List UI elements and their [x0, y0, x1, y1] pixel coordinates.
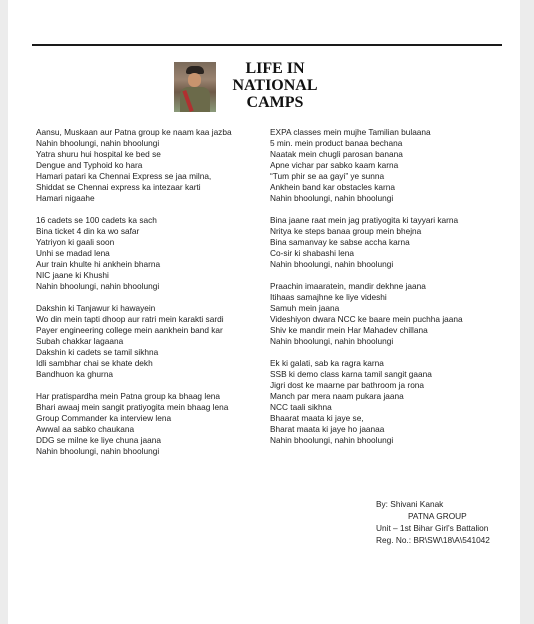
- document-page: [8, 0, 520, 624]
- poem-line: NIC jaane ki Khushi: [36, 270, 109, 280]
- poem-line: Bina jaane raat mein jag pratiyogita ki tayyari karna: [270, 215, 459, 225]
- poem-line: Shiddat se Chennai express ka intezaar karti: [36, 182, 201, 192]
- poem-line: Aur train khulte hi ankhein bharna: [36, 259, 161, 269]
- poem-line: 16 cadets se 100 cadets ka sach: [36, 215, 157, 225]
- poem-line: Nahin bhoolungi, nahin bhoolungi: [270, 435, 394, 445]
- poem-line: Naatak mein chugli parosan banana: [270, 149, 403, 159]
- poem-line: EXPA classes mein mujhe Tamilian bulaana: [270, 127, 431, 137]
- poem-line: Aansu, Muskaan aur Patna group ke naam kaa jazba: [36, 127, 232, 137]
- left-poem-column: [36, 127, 232, 468]
- poem-line: Nritya ke steps banaa group mein bhejna: [270, 226, 422, 236]
- signature-block: [376, 498, 490, 546]
- signature-author: By: Shivani Kanak: [376, 499, 444, 509]
- poem-line: Shiv ke mandir mein Har Mahadev chillana: [270, 325, 428, 335]
- poem-stanza: [36, 127, 232, 204]
- poem-line: Wo din mein tapti dhoop aur ratri mein karakti sardi: [36, 314, 224, 324]
- poem-line: Yatriyon ki gaali soon: [36, 237, 115, 247]
- poem-line: Manch par mera naam pukara jaana: [270, 391, 404, 401]
- poem-line: Praachin imaaratein, mandir dekhne jaana: [270, 281, 426, 291]
- poem-line: Nahin bhoolungi, nahin bhoolungi: [270, 259, 394, 269]
- poem-line: Unhi se madad lena: [36, 248, 110, 258]
- poem-line: Bina samanvay ke sabse accha karna: [270, 237, 410, 247]
- poem-line: Bandhuon ka ghurna: [36, 369, 114, 379]
- poem-line: Bhari awaaj mein sangit pratiyogita mein bhaag lena: [36, 402, 229, 412]
- poem-line: Nahin bhoolungi, nahin bhoolungi: [270, 336, 394, 346]
- poem-line: SSB ki demo class karna tamil sangit gaana: [270, 369, 432, 379]
- poem-stanza: [270, 281, 463, 347]
- title-line: CAMPS: [246, 94, 304, 111]
- poem-stanza: [270, 215, 463, 270]
- title-line: LIFE IN: [245, 60, 305, 77]
- poem-stanza: [36, 303, 232, 380]
- poem-line: NCC taali sikhna: [270, 402, 332, 412]
- poem-line: Nahin bhoolungi, nahin bhoolungi: [36, 281, 160, 291]
- poem-line: Nahin bhoolungi, nahin bhoolungi: [270, 193, 394, 203]
- poem-line: DDG se milne ke liye chuna jaana: [36, 435, 161, 445]
- poem-line: Dengue and Typhoid ko hara: [36, 160, 143, 170]
- top-rule: [32, 44, 502, 46]
- poem-line: “Tum phir se aa gayi” ye sunna: [270, 171, 385, 181]
- poem-line: Group Commander ka interview lena: [36, 413, 172, 423]
- poem-line: Payer engineering college mein aankhein band kar: [36, 325, 223, 335]
- poem-line: Har pratispardha mein Patna group ka bhaag lena: [36, 391, 221, 401]
- cadet-photo: [174, 62, 216, 112]
- signature-reg-number: Reg. No.: BR\SW\18\A\541042: [376, 535, 490, 545]
- poem-line: Samuh mein jaana: [270, 303, 340, 313]
- poem-line: Subah chakkar lagaana: [36, 336, 124, 346]
- poem-stanza: [270, 358, 463, 446]
- signature-unit: Unit – 1st Bihar Girl’s Battalion: [376, 523, 489, 533]
- poem-line: Dakshin ki cadets se tamil sikhna: [36, 347, 159, 357]
- poem-line: Bharat maata ki jaye ho jaanaa: [270, 424, 385, 434]
- viewer-scrollbar-area: [520, 0, 534, 624]
- poem-stanza: [36, 215, 232, 292]
- poem-line: Co-sir ki shabashi lena: [270, 248, 354, 258]
- poem-line: Jigri dost ke maarne par bathroom ja rona: [270, 380, 425, 390]
- poem-line: Yatra shuru hui hospital ke bed se: [36, 149, 161, 159]
- poem-line: Hamari nigaahe: [36, 193, 95, 203]
- poem-line: Videshiyon dwara NCC ke baare mein puchha jaana: [270, 314, 463, 324]
- poem-title: [230, 60, 320, 111]
- right-poem-column: [270, 127, 463, 457]
- poem-stanza: [270, 127, 463, 204]
- poem-line: Itihaas samajhne ke liye videshi: [270, 292, 387, 302]
- poem-line: Ankhein band kar obstacles karna: [270, 182, 395, 192]
- poem-line: Nahin bhoolungi, nahin bhoolungi: [36, 138, 160, 148]
- signature-group: PATNA GROUP: [408, 511, 467, 521]
- poem-line: Hamari patari ka Chennai Express se jaa milna,: [36, 171, 212, 181]
- poem-line: Bina ticket 4 din ka wo safar: [36, 226, 140, 236]
- poem-line: Bhaarat maata ki jaye se,: [270, 413, 364, 423]
- poem-line: Ek ki galati, sab ka ragra karna: [270, 358, 384, 368]
- poem-line: Awwal aa sabko chaukana: [36, 424, 135, 434]
- poem-line: Idli sambhar chai se khate dekh: [36, 358, 153, 368]
- poem-line: Dakshin ki Tanjawur ki hawayein: [36, 303, 156, 313]
- poem-line: Nahin bhoolungi, nahin bhoolungi: [36, 446, 160, 456]
- title-line: NATIONAL: [232, 77, 318, 94]
- poem-line: 5 min. mein product banaa bechana: [270, 138, 403, 148]
- poem-stanza: [36, 391, 232, 457]
- poem-line: Apne vichar par sabko kaam karna: [270, 160, 399, 170]
